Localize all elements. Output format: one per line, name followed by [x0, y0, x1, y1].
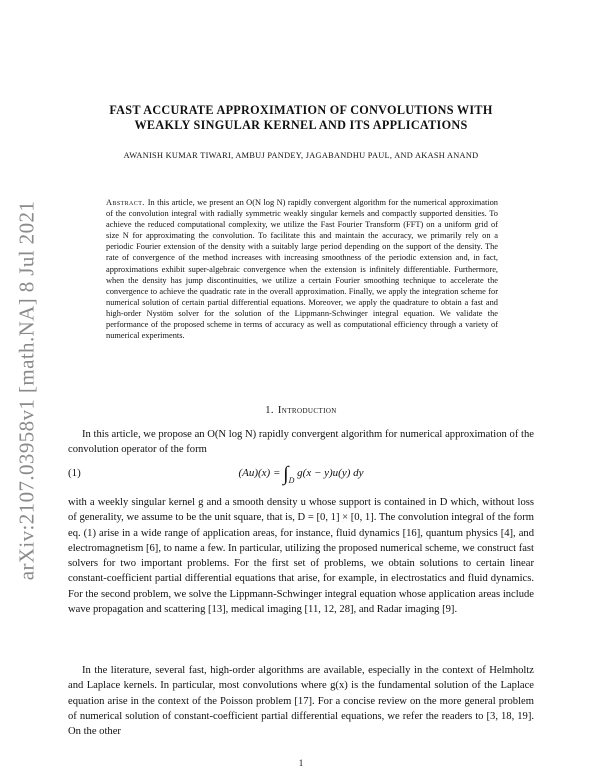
- page-number: 1: [298, 758, 304, 768]
- abstract-text: In this article, we present an O(N log N) rapidly convergent algorithm for the numerical approximation of the convolution integral with radially symmetric weakly singular kernels and compactly supported densities. To achieve the reduced computational complexity, we utilize the Fast Fourier Transform (FFT) on a uniform grid of size N for approximating the convolution. To facilitate this and maintain the accuracy, we primarily rely on a periodic Fourier extension of the density with a suitably large period depending on the support of the density. The rate of convergence of the method increases with increasing smoothness of the periodic extension and, in fact, approximations exhibit super-algebraic convergence when the extension is infinitely differentiable. Furthermore, when the density has jump discontinuities, we utilize a certain Fourier smoothing technique to accelerate the convergence to achieve the quadratic rate in the overall approximation. Finally, we apply the integration scheme for numerical solution of certain partial differential equations. Moreover, we apply the quadrature to obtain a fast and high-order Nystöm solver for the solution of the Lippmann-Schwinger integral equation. We validate the performance of the proposed scheme in terms of accuracy as well as computational efficiency through a variety of numerical experiments.: [106, 198, 498, 341]
- equation-rhs: g(x − y)u(y) dy: [297, 467, 364, 479]
- abstract: [106, 197, 498, 341]
- abstract-label: Abstract.: [106, 198, 145, 207]
- equation-lhs: (Au)(x) =: [238, 467, 281, 479]
- integral-sign: ∫: [283, 463, 289, 485]
- integral-domain: D: [288, 476, 295, 485]
- section-name: Introduction: [277, 405, 337, 416]
- author-list: AWANISH KUMAR TIWARI, AMBUJ PANDEY, JAGABANDHU PAUL, AND AKASH ANAND: [123, 151, 479, 160]
- section-heading: [68, 405, 534, 416]
- equation-number: (1): [68, 467, 81, 479]
- arxiv-identifier-stamp: [10, 190, 44, 590]
- intro-paragraph-1: In this article, we propose an O(N log N) rapidly convergent algorithm for numerical approximation of the convolution operator of the form: [68, 429, 534, 456]
- section-number: 1.: [265, 405, 274, 416]
- title-line-2: WEAKLY SINGULAR KERNEL AND ITS APPLICATIONS: [134, 118, 468, 132]
- paper-title: [68, 103, 534, 133]
- equation-1: [68, 461, 534, 487]
- equation-body: [68, 463, 534, 486]
- intro-paragraph-3: In the literature, several fast, high-order algorithms are available, especially in the context of Helmholtz and Laplace kernels. In particular, most convolutions where g(x) is the fundamental solution of the Laplace equation arise in the context of the Poisson problem [17]. For a concise review on the more general problem of numerical solution of constant-coefficient partial differential equations, we refer the readers to [3, 18, 19]. On the other: [68, 665, 534, 738]
- intro-paragraph-2: with a weekly singular kernel g and a smooth density u whose support is contained in D which, without loss of generality, we assume to be the unit square, that is, D = [0, 1] × [0, 1]. The convolution integral of the form eq. (1) arise in a wide range of application areas, for instance, fluid dynamics [16], quantum physics [4], and electromagnetism [6], to name a few. In particular, utilizing the proposed numerical scheme, we construct fast solvers for two important problems. For the first set of problems, we obtain solutions to certain linear constant-coefficient partial differential equations that arise, for example, in electrostatics and fluid dynamics. For the second problem, we solve the Lippmann-Schwinger integral equation whose application areas include wave propagation and scattering [13], medical imaging [11, 12, 28], and Radar imaging [9].: [68, 497, 534, 616]
- arxiv-identifier-text: arXiv:2107.03958v1 [math.NA] 8 Jul 2021: [14, 200, 39, 580]
- title-line-1: FAST ACCURATE APPROXIMATION OF CONVOLUTIONS WITH: [109, 103, 493, 117]
